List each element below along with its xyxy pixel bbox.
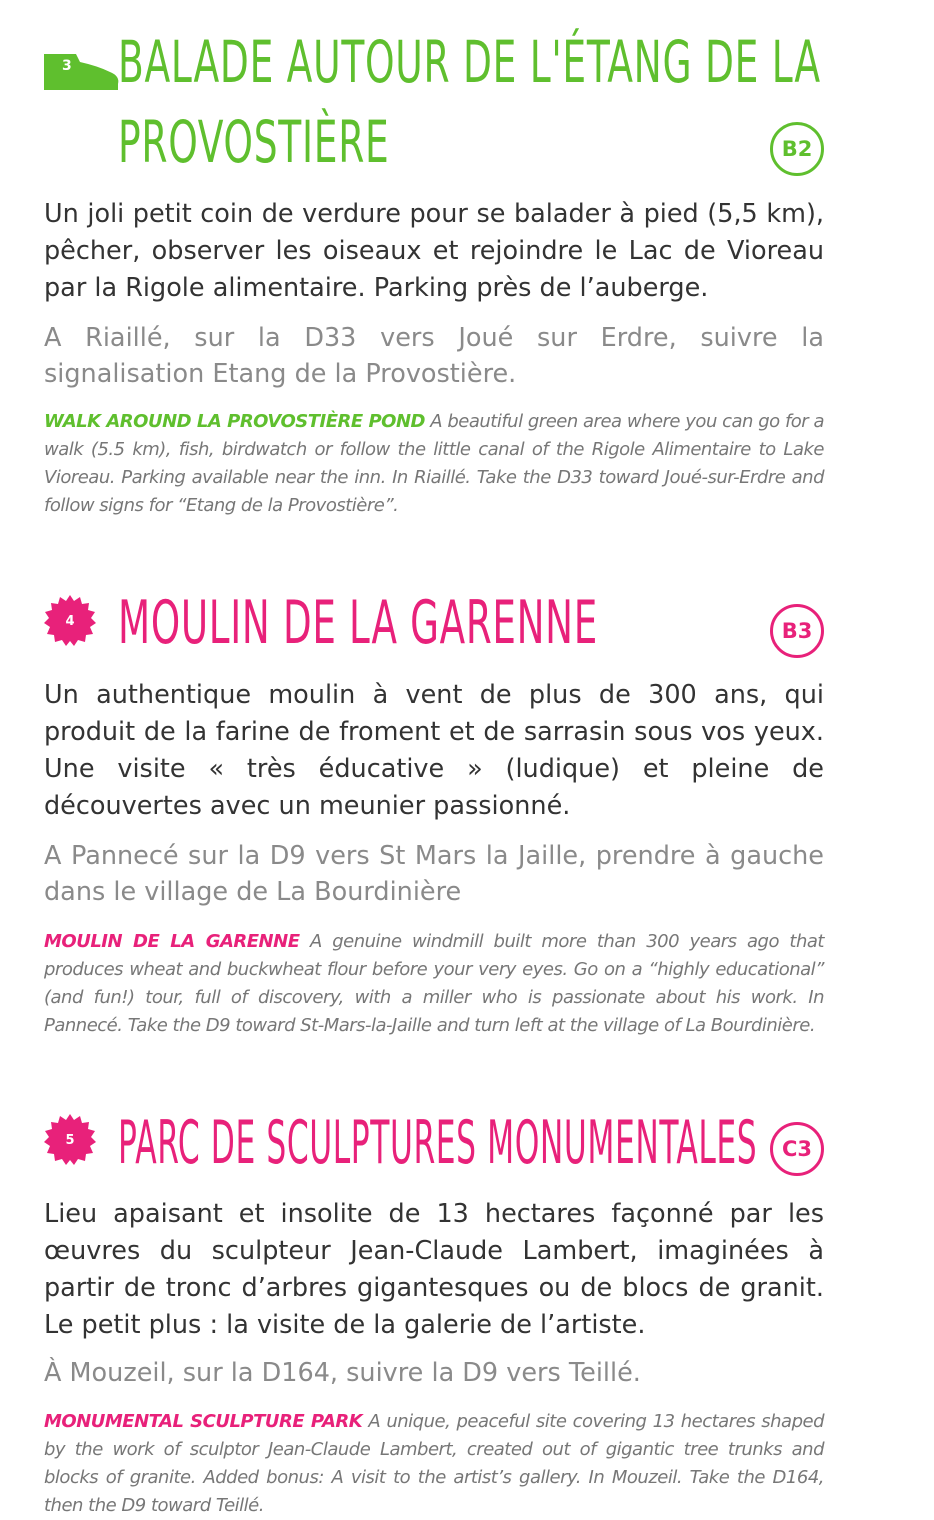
english-text: A unique, peaceful site covering 13 hectares shaped by the work of sculptor Jean-Claude Lambert, created out of gigantic tree trunks and blocks of granite. Added bonus: A visit to the artist’s gallery. In Mouzeil. Take the D164, then the D9 toward Teillé.: [44, 1411, 824, 1516]
english-title: WALK AROUND LA PROVOSTIÈRE POND: [44, 411, 425, 432]
section-number: 4: [65, 613, 75, 629]
section-title: MOULIN DE LA GARENNE: [118, 588, 598, 658]
grid-reference-badge: C3: [770, 1122, 824, 1176]
section-directions: A Pannecé sur la D9 vers St Mars la Jaille, prendre à gauche dans le village de La Bourdinière: [44, 841, 824, 907]
english-title: MONUMENTAL SCULPTURE PARK: [44, 1411, 363, 1432]
starburst-badge-icon: [43, 1113, 97, 1167]
english-title: MOULIN DE LA GARENNE: [44, 931, 300, 952]
grid-reference-badge: B2: [770, 122, 824, 176]
section-directions: A Riaillé, sur la D33 vers Joué sur Erdre, suivre la signalisation Etang de la Provostière.: [44, 323, 824, 389]
english-text: A beautiful green area where you can go for a walk (5.5 km), fish, birdwatch or follow the little canal of the Rigole Alimentaire to Lake Vioreau. Parking available near the inn. In Riaillé. Take the D33 toward Joué-sur-Erdre and follow signs for “Etang de la Provostière”.: [44, 411, 825, 516]
section-directions: À Mouzeil, sur la D164, suivre la D9 vers Teillé.: [44, 1358, 641, 1388]
section-description: Un joli petit coin de verdure pour se balader à pied (5,5 km), pêcher, observer les oiseaux et rejoindre le Lac de Vioreau par la Rigole alimentaire. Parking près de l’auberge.: [44, 199, 824, 303]
english-text: A genuine windmill built more than 300 years ago that produces wheat and buckwheat flour before your very eyes. Go on a “highly educational” (and fun!) tour, full of discovery, with a miller who is passionate about his work. In Pannecé. Take the D9 toward St-Mars-la-Jaille and turn left at the village of La Bourdinière.: [44, 931, 824, 1036]
grid-reference-badge: B3: [770, 604, 824, 658]
english-summary: [44, 1408, 824, 1520]
section-description: Un authentique moulin à vent de plus de 300 ans, qui produit de la farine de froment et de sarrasin sous vos yeux. Une visite « très éducative » (ludique) et pleine de découvertes avec un meunier passionné.: [44, 680, 824, 821]
section-number: 5: [65, 1132, 75, 1148]
section-description: Lieu apaisant et insolite de 13 hectares façonné par les œuvres du sculpteur Jean-Claude Lambert, imaginées à partir de tronc d’arbres gigantesques ou de blocs de granit. Le petit plus : la visite de la galerie de l’artiste.: [44, 1199, 824, 1340]
section-title-line1: BALADE AUTOUR DE L'ÉTANG DE LA: [118, 28, 821, 96]
section-title-line2: PROVOSTIÈRE: [118, 108, 390, 176]
section-title: PARC DE SCULPTURES MONUMENTALES: [118, 1108, 758, 1178]
section-number: 3: [62, 58, 72, 74]
